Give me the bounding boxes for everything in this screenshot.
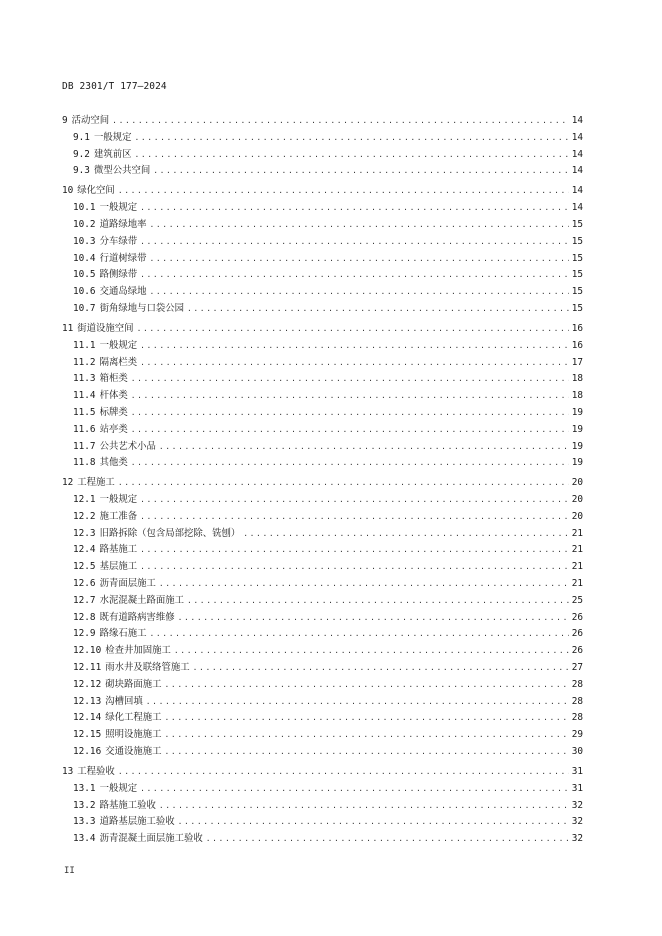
toc-entry-page: 32: [571, 816, 583, 828]
toc-entry-page: 31: [571, 766, 583, 778]
toc-entry-number: 10.6: [73, 286, 96, 298]
toc-entry-title: 水泥混凝土路面施工: [99, 594, 184, 606]
toc-section-entry[interactable]: [62, 744, 583, 761]
toc-entry-title: 隔离栏类: [99, 356, 138, 368]
toc-entry-page: 31: [571, 782, 583, 794]
toc-dot-leader: [140, 267, 569, 284]
toc-entry-number: 13: [62, 766, 74, 778]
toc-entry-number: 10.2: [73, 218, 96, 230]
toc-dot-leader: [159, 439, 569, 456]
toc-dot-leader: [112, 113, 569, 130]
toc-entry-page: 21: [571, 561, 583, 573]
toc-entry-number: 9.3: [73, 165, 90, 177]
toc-entry-page: 20: [571, 494, 583, 506]
toc-entry-number: 11.5: [73, 406, 96, 418]
toc-section-entry[interactable]: [62, 217, 583, 234]
toc-entry-number: 10: [62, 185, 74, 197]
toc-entry-page: 21: [571, 544, 583, 556]
toc-dot-leader: [149, 626, 568, 643]
toc-entry-title: 其他类: [99, 457, 128, 469]
toc-entry-title: 一般规定: [99, 202, 138, 214]
toc-entry-number: 11.7: [73, 440, 96, 452]
toc-section-entry[interactable]: [62, 388, 583, 405]
toc-dot-leader: [131, 455, 569, 472]
toc-chapter-group: [62, 113, 583, 180]
toc-entry-title: 路侧绿带: [99, 269, 138, 281]
toc-entry-number: 12.11: [73, 662, 102, 674]
toc-dot-leader: [149, 284, 568, 301]
toc-section-entry[interactable]: [62, 163, 583, 180]
toc-dot-leader: [140, 355, 569, 372]
toc-entry-title: 分车绿带: [99, 235, 138, 247]
toc-dot-leader: [118, 764, 569, 781]
toc-entry-number: 12.16: [73, 746, 102, 758]
toc-dot-leader: [149, 251, 568, 268]
toc-section-entry[interactable]: [62, 284, 583, 301]
toc-section-entry[interactable]: [62, 130, 583, 147]
toc-entry-page: 15: [571, 218, 583, 230]
toc-entry-title: 沥青混凝土面层施工验收: [99, 833, 203, 845]
toc-dot-leader: [118, 475, 569, 492]
toc-entry-page: 14: [571, 165, 583, 177]
toc-entry-number: 9.2: [73, 148, 90, 160]
toc-entry-title: 路基施工验收: [99, 799, 156, 811]
toc-entry-page: 28: [571, 678, 583, 690]
toc-entry-title: 路基施工: [99, 544, 138, 556]
toc-entry-title: 基层施工: [99, 561, 138, 573]
toc-entry-number: 10.1: [73, 202, 96, 214]
toc-entry-title: 旧路拆除（包含局部挖除、铣刨）: [99, 527, 241, 539]
toc-section-entry[interactable]: [62, 301, 583, 318]
toc-dot-leader: [140, 509, 569, 526]
toc-dot-leader: [206, 831, 569, 848]
toc-entry-title: 既有道路病害维修: [99, 611, 175, 623]
toc-chapter-entry[interactable]: [62, 764, 583, 781]
toc-entry-number: 10.3: [73, 235, 96, 247]
toc-entry-number: 12.10: [73, 645, 102, 657]
toc-entry-page: 32: [571, 799, 583, 811]
toc-dot-leader: [165, 710, 569, 727]
toc-dot-leader: [178, 814, 569, 831]
toc-entry-number: 12.14: [73, 712, 102, 724]
toc-entry-number: 12.13: [73, 695, 102, 707]
toc-entry-number: 13.4: [73, 833, 96, 845]
toc-entry-page: 20: [571, 477, 583, 489]
toc-dot-leader: [131, 388, 569, 405]
toc-entry-page: 28: [571, 695, 583, 707]
toc-dot-leader: [134, 147, 568, 164]
toc-entry-page: 16: [571, 339, 583, 351]
toc-entry-page: 25: [571, 594, 583, 606]
toc-dot-leader: [140, 559, 569, 576]
toc-entry-page: 19: [571, 440, 583, 452]
toc-entry-page: 29: [571, 729, 583, 741]
toc-section-entry[interactable]: [62, 798, 583, 815]
toc-chapter-entry[interactable]: [62, 183, 583, 200]
toc-entry-number: 10.5: [73, 269, 96, 281]
toc-entry-number: 11: [62, 322, 74, 334]
toc-dot-leader: [159, 798, 569, 815]
toc-section-entry[interactable]: [62, 251, 583, 268]
toc-entry-number: 10.7: [73, 302, 96, 314]
toc-entry-number: 11.4: [73, 390, 96, 402]
toc-entry-page: 15: [571, 269, 583, 281]
toc-section-entry[interactable]: [62, 660, 583, 677]
toc-entry-number: 12.3: [73, 527, 96, 539]
toc-dot-leader: [131, 422, 569, 439]
toc-section-entry[interactable]: [62, 814, 583, 831]
toc-section-entry[interactable]: [62, 147, 583, 164]
toc-section-entry[interactable]: [62, 371, 583, 388]
toc-section-entry[interactable]: [62, 439, 583, 456]
toc-dot-leader: [193, 660, 569, 677]
toc-dot-leader: [187, 301, 569, 318]
toc-entry-title: 道路基层施工验收: [99, 816, 175, 828]
toc-entry-number: 11.3: [73, 373, 96, 385]
toc-section-entry[interactable]: [62, 710, 583, 727]
toc-section-entry[interactable]: [62, 405, 583, 422]
toc-entry-number: 12: [62, 477, 74, 489]
toc-entry-page: 19: [571, 406, 583, 418]
toc-dot-leader: [174, 643, 569, 660]
toc-entry-page: 26: [571, 645, 583, 657]
toc-dot-leader: [131, 405, 569, 422]
toc-entry-number: 13.1: [73, 782, 96, 794]
toc-dot-leader: [243, 526, 568, 543]
toc-entry-title: 照明设施施工: [105, 729, 162, 741]
toc-section-entry[interactable]: [62, 355, 583, 372]
toc-entry-title: 路缘石施工: [99, 628, 147, 640]
toc-dot-leader: [140, 234, 569, 251]
toc-entry-title: 行道树绿带: [99, 252, 147, 264]
toc-entry-number: 11.8: [73, 457, 96, 469]
toc-chapter-group: [62, 475, 583, 761]
toc-entry-number: 13.3: [73, 816, 96, 828]
toc-entry-title: 沟槽回填: [105, 695, 143, 707]
toc-entry-title: 一般规定: [99, 339, 138, 351]
toc-entry-page: 17: [571, 356, 583, 368]
toc-section-entry[interactable]: [62, 626, 583, 643]
toc-section-entry[interactable]: [62, 267, 583, 284]
toc-entry-page: 14: [571, 185, 583, 197]
toc-entry-title: 一般规定: [99, 782, 138, 794]
toc-entry-page: 27: [571, 662, 583, 674]
toc-entry-page: 18: [571, 373, 583, 385]
toc-dot-leader: [153, 163, 569, 180]
toc-section-entry[interactable]: [62, 781, 583, 798]
toc-section-entry[interactable]: [62, 338, 583, 355]
toc-entry-number: 13.2: [73, 799, 96, 811]
toc-entry-page: 14: [571, 115, 583, 126]
toc-entry-page: 28: [571, 712, 583, 724]
toc-entry-title: 绿化空间: [77, 185, 115, 197]
toc-entry-page: 26: [571, 611, 583, 623]
toc-dot-leader: [149, 217, 568, 234]
toc-entry-title: 一般规定: [93, 131, 132, 143]
toc-dot-leader: [137, 321, 569, 338]
toc-entry-page: 18: [571, 390, 583, 402]
toc-entry-number: 12.9: [73, 628, 96, 640]
toc-dot-leader: [140, 542, 569, 559]
toc-chapter-group: [62, 764, 583, 848]
toc-section-entry[interactable]: [62, 576, 583, 593]
toc-entry-number: 12.1: [73, 494, 96, 506]
toc-entry-page: 19: [571, 457, 583, 469]
toc-entry-page: 16: [571, 322, 583, 334]
toc-dot-leader: [165, 727, 569, 744]
page-number: II: [64, 866, 75, 876]
toc-entry-title: 沥青面层施工: [99, 578, 156, 590]
table-of-contents: [62, 113, 583, 851]
toc-entry-title: 街角绿地与口袋公园: [99, 302, 184, 314]
toc-section-entry[interactable]: [62, 727, 583, 744]
toc-entry-title: 施工准备: [99, 510, 138, 522]
toc-section-entry[interactable]: [62, 643, 583, 660]
toc-section-entry[interactable]: [62, 492, 583, 509]
toc-entry-page: 20: [571, 510, 583, 522]
toc-dot-leader: [140, 492, 569, 509]
toc-entry-title: 砌块路面施工: [105, 678, 162, 690]
toc-entry-number: 12.7: [73, 594, 96, 606]
toc-entry-number: 11.2: [73, 356, 96, 368]
toc-entry-page: 15: [571, 252, 583, 264]
toc-entry-page: 26: [571, 628, 583, 640]
toc-entry-page: 32: [571, 833, 583, 845]
toc-section-entry[interactable]: [62, 559, 583, 576]
toc-dot-leader: [134, 130, 568, 147]
toc-entry-page: 21: [571, 578, 583, 590]
toc-dot-leader: [159, 576, 569, 593]
toc-entry-page: 14: [571, 131, 583, 143]
toc-entry-title: 箱柜类: [99, 373, 128, 385]
toc-entry-title: 道路绿地率: [99, 218, 147, 230]
toc-entry-number: 12.15: [73, 729, 102, 741]
toc-section-entry[interactable]: [62, 200, 583, 217]
toc-entry-title: 交通设施施工: [105, 746, 162, 758]
toc-section-entry[interactable]: [62, 593, 583, 610]
toc-section-entry[interactable]: [62, 509, 583, 526]
toc-dot-leader: [140, 200, 569, 217]
toc-entry-title: 标牌类: [99, 406, 128, 418]
toc-dot-leader: [178, 610, 569, 627]
toc-section-entry[interactable]: [62, 610, 583, 627]
toc-entry-title: 微型公共空间: [93, 165, 151, 177]
toc-chapter-entry[interactable]: [62, 321, 583, 338]
toc-entry-number: 10.4: [73, 252, 96, 264]
toc-entry-title: 杆体类: [99, 390, 128, 402]
toc-section-entry[interactable]: [62, 542, 583, 559]
toc-dot-leader: [165, 744, 569, 761]
toc-entry-page: 30: [571, 746, 583, 758]
toc-chapter-group: [62, 183, 583, 317]
toc-entry-title: 一般规定: [99, 494, 138, 506]
toc-entry-title: 公共艺术小品: [99, 440, 156, 452]
toc-entry-title: 建筑前区: [93, 148, 132, 160]
toc-entry-page: 14: [571, 148, 583, 160]
toc-entry-title: 交通岛绿地: [99, 286, 147, 298]
toc-entry-number: 12.4: [73, 544, 96, 556]
toc-entry-title: 活动空间: [71, 115, 110, 126]
toc-entry-title: 绿化工程施工: [105, 712, 162, 724]
toc-entry-number: 12.2: [73, 510, 96, 522]
toc-section-entry[interactable]: [62, 526, 583, 543]
toc-chapter-entry[interactable]: [62, 475, 583, 492]
toc-section-entry[interactable]: [62, 455, 583, 472]
toc-section-entry[interactable]: [62, 234, 583, 251]
toc-dot-leader: [140, 781, 569, 798]
toc-entry-title: 雨水井及联络管施工: [105, 662, 190, 674]
toc-entry-title: 工程验收: [77, 766, 115, 778]
toc-chapter-group: [62, 321, 583, 472]
toc-entry-number: 11.1: [73, 339, 96, 351]
toc-entry-number: 9.1: [73, 131, 90, 143]
toc-dot-leader: [187, 593, 569, 610]
toc-entry-title: 检查井加固施工: [105, 645, 171, 657]
toc-chapter-entry[interactable]: [62, 113, 583, 130]
toc-dot-leader: [118, 183, 569, 200]
toc-dot-leader: [131, 371, 569, 388]
toc-entry-title: 街道设施空间: [77, 322, 134, 334]
toc-entry-page: 21: [571, 527, 583, 539]
toc-dot-leader: [165, 677, 569, 694]
toc-section-entry[interactable]: [62, 422, 583, 439]
toc-entry-page: 19: [571, 423, 583, 435]
toc-entry-page: 15: [571, 302, 583, 314]
toc-entry-title: 工程施工: [77, 477, 115, 489]
toc-entry-number: 12.5: [73, 561, 96, 573]
toc-section-entry[interactable]: [62, 694, 583, 711]
toc-entry-page: 15: [571, 235, 583, 247]
toc-entry-number: 12.8: [73, 611, 96, 623]
toc-entry-page: 14: [571, 202, 583, 214]
toc-entry-number: 12.6: [73, 578, 96, 590]
toc-entry-number: 11.6: [73, 423, 96, 435]
toc-entry-page: 15: [571, 286, 583, 298]
toc-entry-number: 9: [62, 115, 68, 126]
toc-dot-leader: [146, 694, 569, 711]
document-code: DB 2301/T 177—2024: [62, 81, 167, 92]
toc-section-entry[interactable]: [62, 677, 583, 694]
toc-entry-number: 12.12: [73, 678, 102, 690]
toc-entry-title: 站亭类: [99, 423, 128, 435]
toc-dot-leader: [140, 338, 569, 355]
toc-section-entry[interactable]: [62, 831, 583, 848]
